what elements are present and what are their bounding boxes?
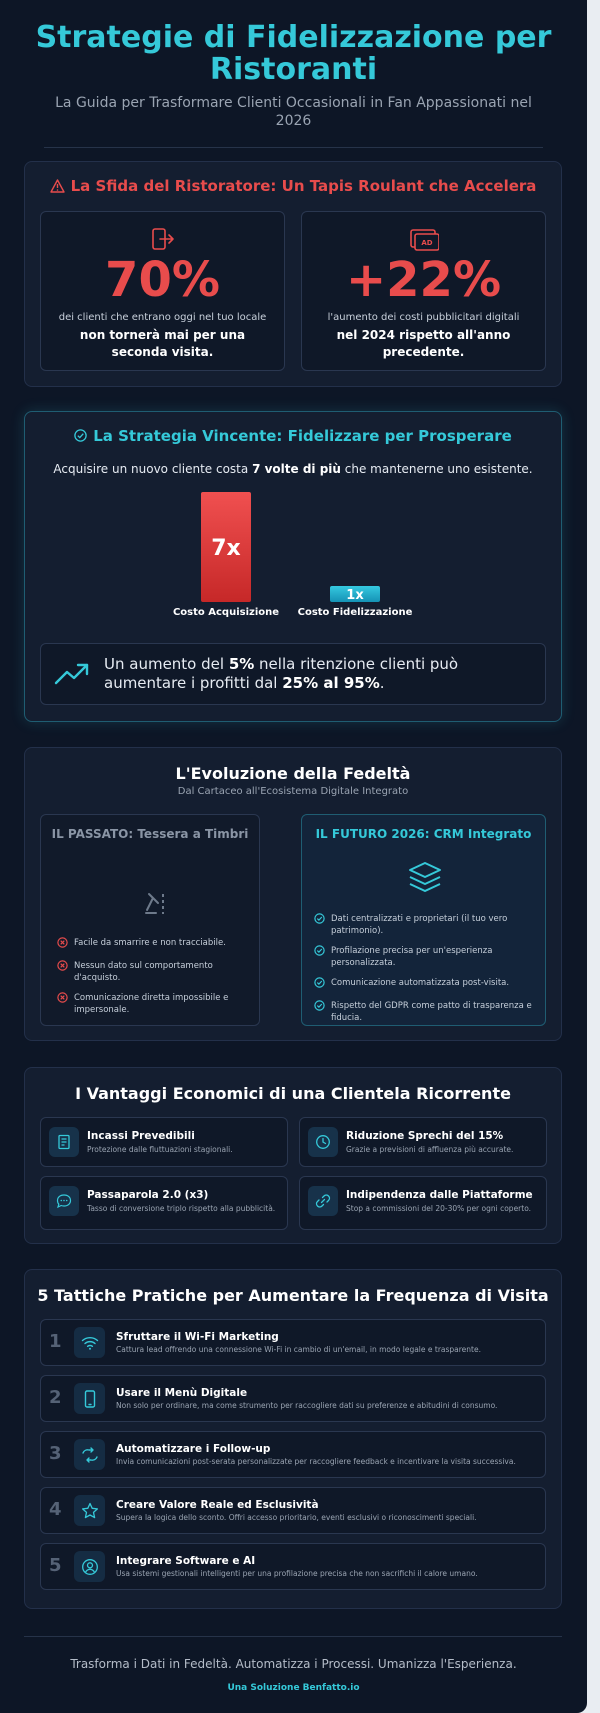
strategy-heading <box>25 427 561 446</box>
footer-tagline: Trasforma i Dati in Fedeltà. Automatizza i Processi. Umanizza l'Esperienza. <box>70 1657 517 1671</box>
list-item <box>314 945 537 969</box>
tactic-item <box>40 1319 546 1366</box>
callout-bold: 25% al 95% <box>282 674 380 692</box>
user-circle-icon <box>74 1551 105 1582</box>
past-list <box>57 937 251 1024</box>
svg-text:AD: AD <box>420 239 433 247</box>
advantages-section <box>24 1067 562 1244</box>
stat-value: +22% <box>345 252 502 308</box>
advantage-desc: Protezione dalle fluttuazioni stagionali. <box>87 1145 233 1154</box>
check-circle-icon <box>314 977 327 992</box>
advantage-card <box>40 1117 288 1167</box>
advantage-desc: Tasso di conversione triplo rispetto alla pubblicità. <box>87 1204 276 1213</box>
tactic-title: Usare il Menù Digitale <box>116 1387 248 1399</box>
strategy-section <box>24 411 562 722</box>
callout-part: nella ritenzione clienti può aumentare i profitti dal <box>104 655 459 692</box>
bar-label-retention: Costo Fidelizzazione <box>297 607 413 618</box>
list-item-text: Dati centralizzati e proprietari (il tuo vero patrimonio). <box>331 914 508 936</box>
bar-label-acquisition: Costo Acquisizione <box>172 607 280 618</box>
x-circle-icon <box>57 937 70 952</box>
advantage-title: Riduzione Sprechi del 15% <box>346 1130 504 1142</box>
advantages-title: I Vantaggi Economici di una Clientela Ricorrente <box>75 1084 511 1103</box>
advantage-title: Indipendenza dalle Piattaforme <box>346 1189 533 1201</box>
tactic-desc: Usa sistemi gestionali intelligenti per una profilazione precisa che non sacrifichi il calore umano. <box>116 1569 478 1578</box>
ad-icon <box>302 226 545 252</box>
link-icon <box>308 1186 338 1216</box>
advantage-desc: Stop a commissioni del 20-30% per ogni coperto. <box>346 1204 532 1213</box>
header <box>0 0 587 148</box>
clock-icon <box>308 1127 338 1157</box>
check-circle-icon <box>314 945 327 960</box>
chat-bubble-icon <box>49 1186 79 1216</box>
strategy-title: La Strategia Vincente: Fidelizzare per Prosperare <box>93 427 512 445</box>
advantage-title: Incassi Prevedibili <box>87 1130 195 1142</box>
future-list <box>314 913 537 1032</box>
callout-part: Un aumento del <box>104 655 229 673</box>
stat-card-churn <box>40 211 285 371</box>
tactic-number: 1 <box>49 1331 62 1352</box>
tactic-title: Automatizzare i Follow-up <box>116 1443 271 1455</box>
list-item-text: Facile da smarrire e non tracciabile. <box>74 938 226 948</box>
check-circle-icon <box>74 428 87 446</box>
callout-text <box>104 655 531 693</box>
advantage-card <box>40 1176 288 1230</box>
challenge-title: La Sfida del Ristoratore: Un Tapis Roulant che Accelera <box>70 177 537 195</box>
past-panel <box>40 814 260 1026</box>
tactic-number: 4 <box>49 1499 62 1520</box>
layers-icon <box>406 859 444 901</box>
future-title: IL FUTURO 2026: CRM Integrato <box>315 827 532 841</box>
x-circle-icon <box>57 960 70 975</box>
list-item <box>314 977 537 992</box>
tactic-item <box>40 1487 546 1534</box>
list-item <box>314 913 537 937</box>
x-circle-icon <box>57 992 70 1007</box>
tactic-number: 2 <box>49 1387 62 1408</box>
bar-value-label: 7x <box>211 536 241 561</box>
tactic-desc: Cattura lead offrendo una connessione Wi-Fi in cambio di un'email, in modo legale e trasparente. <box>116 1345 481 1354</box>
stat-value: 70% <box>105 252 220 308</box>
list-item <box>314 1000 537 1024</box>
list-item-text: Comunicazione automatizzata post-visita. <box>331 978 510 988</box>
list-item <box>57 937 251 952</box>
tactic-item <box>40 1431 546 1478</box>
list-item-text: Nessun dato sul comportamento d'acquisto. <box>74 961 213 983</box>
tactic-item <box>40 1375 546 1422</box>
evolution-section <box>24 747 562 1041</box>
list-item-text: Comunicazione diretta impossibile e impersonale. <box>74 993 229 1015</box>
check-circle-icon <box>314 1000 327 1015</box>
tactic-number: 3 <box>49 1443 62 1464</box>
advantage-card <box>299 1117 547 1167</box>
tactic-desc: Invia comunicazioni post-serata personalizzate per raccogliere feedback e incentivare la visita successiva. <box>116 1457 516 1466</box>
intro-emphasis: 7 volte di più <box>252 462 341 476</box>
advantage-title: Passaparola 2.0 (x3) <box>87 1189 209 1201</box>
page-title: Strategie di Fidelizzazione per Ristoranti <box>35 20 552 87</box>
tactic-title: Creare Valore Reale ed Esclusività <box>116 1499 319 1511</box>
stat-card-ad-costs <box>301 211 546 371</box>
advantage-card <box>299 1176 547 1230</box>
tactic-item <box>40 1543 546 1590</box>
tactic-desc: Non solo per ordinare, ma come strumento per raccogliere dati su preferenze e abitudini di consumo. <box>116 1401 498 1410</box>
check-circle-icon <box>314 913 327 928</box>
list-item <box>57 960 251 984</box>
advantage-desc: Grazie a previsioni di affluenza più accurate. <box>346 1145 514 1154</box>
tactic-title: Sfruttare il Wi-Fi Marketing <box>116 1331 279 1343</box>
smartphone-icon <box>74 1383 105 1414</box>
evolution-subtitle: Dal Cartaceo all'Ecosistema Digitale Integrato <box>177 786 409 797</box>
intro-text: Acquisire un nuovo cliente costa <box>53 462 253 476</box>
stat-highlight: nel 2024 rispetto all'anno precedente. <box>336 328 511 359</box>
tactics-section <box>24 1269 562 1609</box>
callout-bold: 5% <box>228 655 255 673</box>
header-divider <box>44 147 543 148</box>
tactic-title: Integrare Software e AI <box>116 1555 256 1567</box>
star-icon <box>74 1495 105 1526</box>
challenge-heading <box>25 177 561 197</box>
intro-text-end: che mantenerne uno esistente. <box>340 462 533 476</box>
stat-highlight: non tornerà mai per una seconda visita. <box>79 328 246 359</box>
receipt-icon <box>49 1127 79 1157</box>
page-subtitle: La Guida per Trasformare Clienti Occasionali in Fan Appassionati nel 2026 <box>55 95 532 129</box>
wifi-icon <box>74 1327 105 1358</box>
future-panel <box>301 814 546 1026</box>
exit-icon <box>41 226 284 252</box>
profit-callout <box>40 643 546 705</box>
list-item-text: Profilazione precisa per un'esperienza personalizzata. <box>331 946 493 968</box>
stamp-icon <box>141 888 171 922</box>
stat-caption: l'aumento dei costi pubblicitari digitali <box>327 312 520 323</box>
trend-up-icon <box>54 661 90 691</box>
challenge-section <box>24 161 562 387</box>
tactic-number: 5 <box>49 1555 62 1576</box>
list-item-text: Rispetto del GDPR come patto di trasparenza e fiducia. <box>331 1001 532 1023</box>
footer-divider <box>24 1636 562 1637</box>
warning-icon <box>50 179 65 197</box>
evolution-title: L'Evoluzione della Fedeltà <box>175 764 411 783</box>
strategy-intro <box>25 462 561 476</box>
tactic-desc: Supera la logica dello sconto. Offri accesso prioritario, eventi esclusivi o riconoscimenti speciali. <box>116 1513 477 1522</box>
callout-part: . <box>379 674 385 692</box>
tactics-title: 5 Tattiche Pratiche per Aumentare la Frequenza di Visita <box>37 1286 549 1305</box>
footer-brand: Una Soluzione Benfatto.io <box>227 1683 360 1693</box>
past-title: IL PASSATO: Tessera a Timbri <box>51 827 249 841</box>
bar-value-label: 1x <box>346 588 364 603</box>
stat-caption: dei clienti che entrano oggi nel tuo locale <box>58 312 267 323</box>
list-item <box>57 992 251 1016</box>
cycle-arrows-icon <box>74 1439 105 1470</box>
